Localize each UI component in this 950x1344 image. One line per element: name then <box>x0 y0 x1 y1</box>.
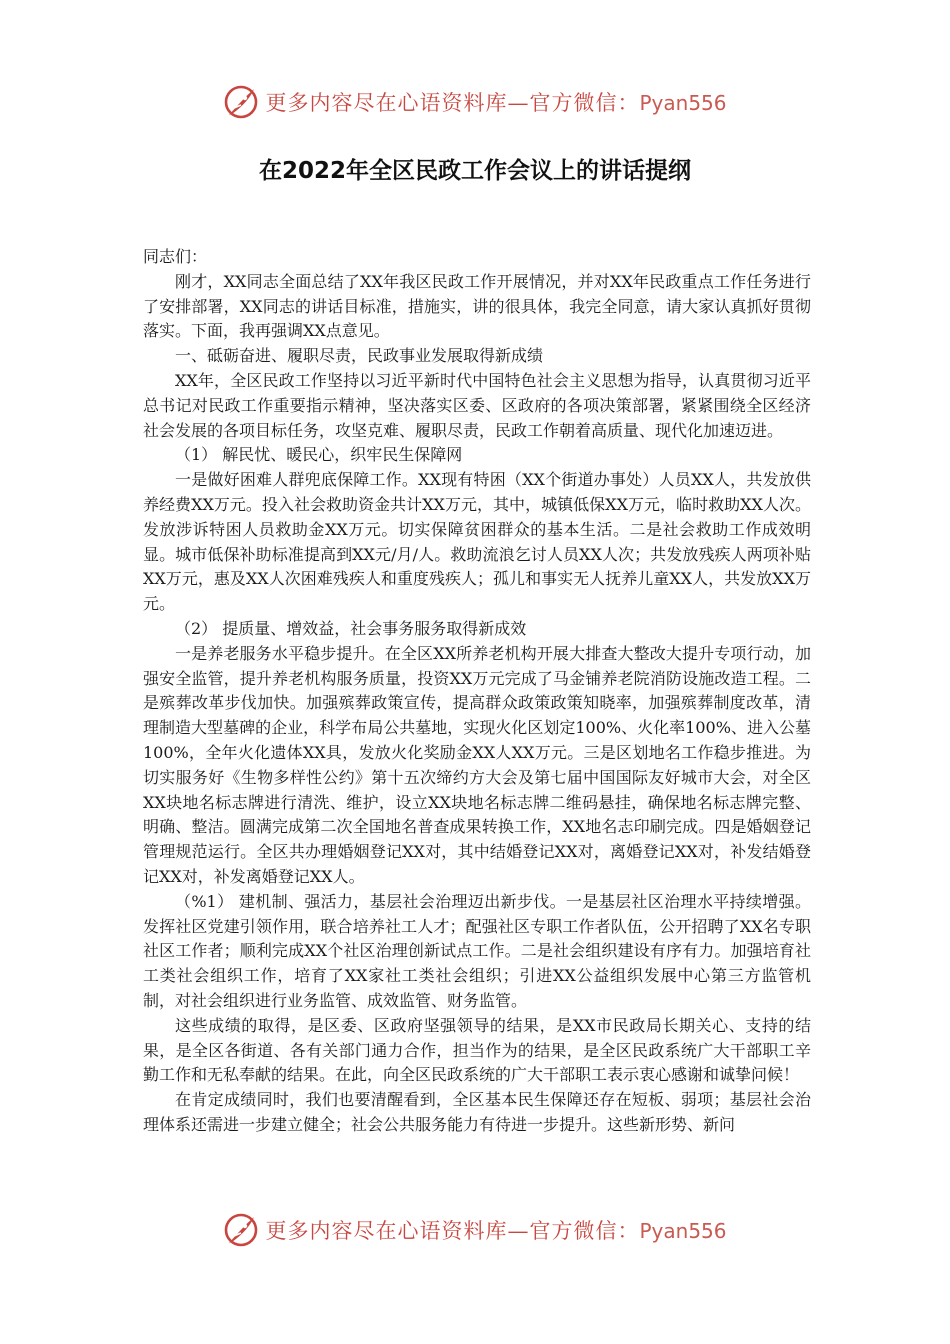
quill-pen-logo-icon <box>223 84 259 120</box>
watermark-text: 更多内容尽在心语资料库—官方微信：Pyan556 <box>265 91 727 115</box>
wechat-id: Pyan556 <box>639 91 727 115</box>
paragraph: 一是做好困难人群兜底保障工作。XX现有特困（XX个街道办事处）人员XX人，共发放供养经费XX万元。投入社会救助资金共计XX万元，其中，城镇低保XX万元，临时救助XX人次。发放涉诉特困人员救助金XX万元。切实保障贫困群众的基本生活。二是社会救助工作成效明显。城市低保补助标准提高到XX元/月/人。救助流浪乞讨人员XX人次；共发放残疾人两项补贴XX万元，惠及XX人次困难残疾人和重度残疾人；孤儿和事实无人抚养儿童XX人，共发放XX万元。 <box>143 470 811 614</box>
subsection-heading: （2） 提质量、增效益，社会事务服务取得新成效 <box>175 618 527 638</box>
watermark-text: 更多内容尽在心语资料库—官方微信：Pyan556 <box>265 1219 727 1243</box>
section-heading: 一、砥砺奋进、履职尽责，民政事业发展取得新成绩 <box>175 346 544 366</box>
document-body <box>143 245 811 1138</box>
salutation: 同志们： <box>143 247 208 266</box>
paragraph: 在肯定成绩同时，我们也要清醒看到，全区基本民生保障还存在短板、弱项；基层社会治理体系还需进一步建立健全；社会公共服务能力有待进一步提升。这些新形势、新问 <box>143 1090 811 1134</box>
paragraph: XX年，全区民政工作坚持以习近平新时代中国特色社会主义思想为指导，认真贯彻习近平总书记对民政工作重要指示精神，坚决落实区委、区政府的各项决策部署，紧紧围绕全区经济社会发展的各项目标任务，攻坚克难、履职尽责，民政工作朝着高质量、现代化加速迈进。 <box>143 370 811 440</box>
paragraph: （%1） 建机制、强活力，基层社会治理迈出新步伐。一是基层社区治理水平持续增强。发挥社区党建引领作用，联合培养社工人才；配强社区专职工作者队伍，公开招聘了XX名专职社区工作者；顺利完成XX个社区治理创新试点工作。二是社会组织建设有序有力。加强培育社工类社会组织工作，培育了XX家社工类社会组织；引进XX公益组织发展中心第三方监管机制，对社会组织进行业务监管、成效监管、财务监管。 <box>143 891 811 1010</box>
wechat-id: Pyan556 <box>639 1219 727 1243</box>
subsection-heading: （1） 解民忧、暖民心，织牢民生保障网 <box>175 445 463 465</box>
paragraph: 刚才，XX同志全面总结了XX年我区民政工作开展情况，并对XX年民政重点工作任务进行了安排部署，XX同志的讲话目标准，措施实，讲的很具体，我完全同意，请大家认真抓好贯彻落实。下面，我再强调XX点意见。 <box>143 271 811 341</box>
footer-watermark-banner <box>0 1208 950 1252</box>
quill-pen-logo-icon <box>223 1212 259 1248</box>
header-watermark-banner <box>0 80 950 124</box>
document-title: 在2022年全区民政工作会议上的讲话提纲 <box>258 158 691 184</box>
paragraph: 一是养老服务水平稳步提升。在全区XX所养老机构开展大排查大整改大提升专项行动，加强安全监管，提升养老机构服务质量，投资XX万元完成了马金铺养老院消防设施改造工程。二是殡葬改革步伐加快。加强殡葬政策宣传，提高群众政策政策知晓率，加强殡葬制度改革，清理制造大型墓碑的企业，科学布局公共墓地，实现火化区划定100%、火化率100%、进入公墓100%，全年火化遗体XX具，发放火化奖励金XX人XX万元。三是区划地名工作稳步推进。为切实服务好《生物多样性公约》第十五次缔约方大会及第七届中国国际友好城市大会，对全区XX块地名标志牌进行清洗、维护，设立XX块地名标志牌二维码悬挂，确保地名标志牌完整、明确、整洁。圆满完成第二次全国地名普查成果转换工作，XX地名志印刷完成。四是婚姻登记管理规范运行。全区共办理婚姻登记XX对，其中结婚登记XX对，离婚登记XX对，补发结婚登记XX对，补发离婚登记XX人。 <box>143 643 811 886</box>
paragraph: 这些成绩的取得，是区委、区政府坚强领导的结果，是XX市民政局长期关心、支持的结果，是全区各街道、各有关部门通力合作，担当作为的结果，是全区民政系统广大干部职工辛勤工作和无私奉献的结果。在此，向全区民政系统的广大干部职工表示衷心感谢和诚挚问候！ <box>143 1015 811 1085</box>
